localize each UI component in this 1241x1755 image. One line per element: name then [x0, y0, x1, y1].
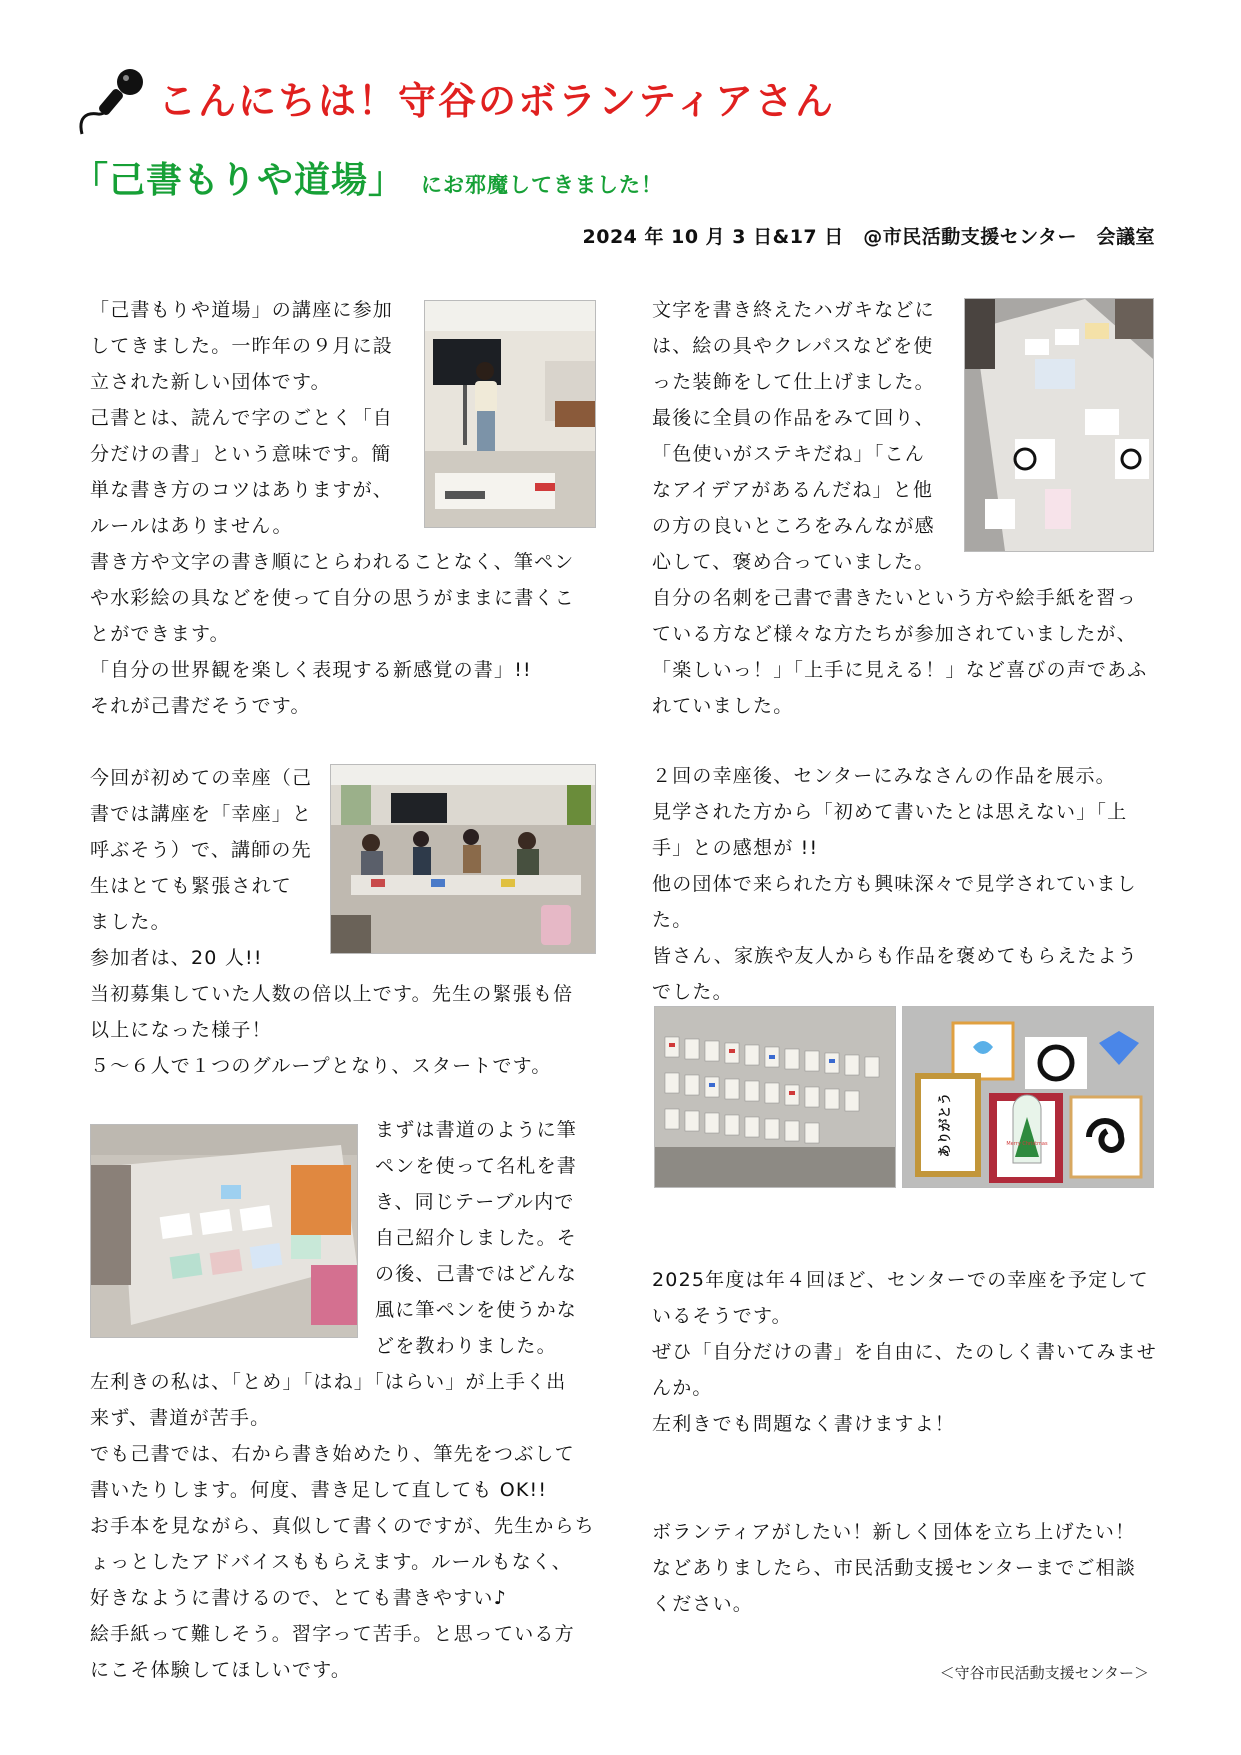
text-line: 皆さん、家族や友人からも作品を褒めてもらえたよう — [652, 945, 1138, 967]
text-line: ょっとしたアドバイスももらえます。ルールもなく、 — [90, 1551, 572, 1573]
text-line: 書いたりします。何度、書き足して直しても OK!! — [90, 1479, 548, 1501]
text-line: んか。 — [652, 1377, 713, 1399]
text-line: 「自分の世界観を楽しく表現する新感覚の書」!! — [90, 659, 532, 681]
text-line: れていました。 — [652, 695, 794, 717]
subtitle-main: 「己書もりや道場」 — [72, 160, 406, 201]
text-line: 書き方や文字の書き順にとらわれることなく、筆ペン — [90, 551, 575, 573]
text-line: とができます。 — [90, 623, 230, 645]
text-line: 「楽しいっ！」「上手に見える！」など喜びの声であふ — [652, 659, 1148, 681]
text-line: 見学された方から「初めて書いたとは思えない」「上 — [652, 801, 1128, 823]
subtitle — [72, 152, 663, 203]
text-line: や水彩絵の具などを使って自分の思うがままに書くこ — [90, 587, 575, 609]
text-line: 呼ぶそう）で、講師の先 — [90, 839, 312, 861]
text-line: でした。 — [652, 981, 733, 1003]
text-line: 好きなように書けるので、とても書きやすい♪ — [90, 1587, 507, 1609]
text-line: ください。 — [652, 1593, 754, 1615]
text-line: 絵手紙って難しそう。習字って苦手。と思っている方 — [90, 1623, 575, 1645]
text-line: なアイデアがあるんだね」と他 — [652, 479, 934, 501]
text-line: 文字を書き終えたハガキなどに — [652, 299, 935, 321]
text-line: の後、己書ではどんな — [375, 1263, 578, 1285]
text-line: き、同じテーブル内で — [375, 1191, 575, 1213]
page-title: こんにちは！守谷のボランティアさん — [158, 79, 835, 123]
right-block-3 — [652, 1262, 1172, 1442]
text-line: 立された新しい団体です。 — [90, 371, 331, 393]
text-line: 心して、褒め合っていました。 — [652, 551, 935, 573]
text-line: いるそうです。 — [652, 1305, 792, 1327]
text-line: 分だけの書」という意味です。簡 — [90, 443, 392, 465]
text-line: は、絵の具やクレパスなどを使 — [652, 335, 934, 357]
footer-credit: ＜守谷市民活動支援センター＞ — [939, 1664, 1149, 1682]
text-line: 自分の名刺を己書で書きたいという方や絵手紙を習っ — [652, 587, 1137, 609]
photo-table-cards — [90, 1124, 358, 1338]
text-line: 来ず、書道が苦手。 — [90, 1407, 271, 1429]
text-line: 自己紹介しました。そ — [375, 1227, 578, 1249]
photo-artwork-closeup — [902, 1006, 1154, 1188]
text-line: 「色使いがステキだね」「こん — [652, 443, 925, 465]
artwork-text-arigatou: ありがとう — [938, 1092, 953, 1158]
text-line: などありましたら、市民活動支援センターまでご相談 — [652, 1557, 1137, 1579]
text-line: 風に筆ペンを使うかな — [375, 1299, 578, 1321]
right-block-2 — [652, 758, 1172, 1010]
text-line: でも己書では、右から書き始めたり、筆先をつぶして — [90, 1443, 575, 1465]
text-line: 「己書もりや道場」の講座に参加 — [90, 299, 394, 321]
text-line: 他の団体で来られた方も興味深々で見学されていまし — [652, 873, 1137, 895]
left-block-3 — [375, 1112, 615, 1364]
text-line: 左利きでも問題なく書けますよ！ — [652, 1413, 956, 1435]
text-line: ました。 — [90, 911, 171, 933]
text-line: にこそ体験してほしいです。 — [90, 1659, 352, 1681]
text-line: まずは書道のように筆 — [375, 1119, 578, 1141]
text-line: 書では講座を「幸座」と — [90, 803, 313, 825]
text-line: ている方など様々な方たちが参加されていましたが、 — [652, 623, 1137, 645]
text-line: それが己書だそうです。 — [90, 695, 311, 717]
text-line: してきました。一昨年の９月に設 — [90, 335, 394, 357]
text-line: 以上になった様子！ — [90, 1019, 272, 1041]
text-line: 今回が初めての幸座（己 — [90, 767, 313, 789]
text-line: ２回の幸座後、センターにみなさんの作品を展示。 — [652, 765, 1116, 787]
text-line: た。 — [652, 909, 693, 931]
text-line: ルールはありません。 — [90, 515, 293, 537]
text-line: 当初募集していた人数の倍以上です。先生の緊張も倍 — [90, 983, 574, 1005]
text-line: どを教わりました。 — [375, 1335, 557, 1357]
photo-exhibition-wall — [654, 1006, 896, 1188]
left-block-4 — [90, 1364, 620, 1688]
date-venue: 2024 年 10 月 3 日&17 日 @市民活動支援センター 会議室 — [582, 226, 1155, 248]
artwork-text-christmas: Merry Christmas — [1006, 1141, 1048, 1147]
text-line: ぜひ「自分だけの書」を自由に、たのしく書いてみませ — [652, 1341, 1158, 1363]
right-block-1 — [652, 292, 1172, 724]
text-line: 単な書き方のコツはありますが、 — [90, 479, 394, 501]
text-line: 己書とは、読んで字のごとく「自 — [90, 407, 394, 429]
microphone-icon — [72, 68, 150, 138]
subtitle-rest: にお邪魔してきました！ — [421, 173, 664, 197]
text-line: 2025年度は年４回ほど、センターでの幸座を予定して — [652, 1269, 1149, 1291]
text-line: 生はとても緊張されて — [90, 875, 293, 897]
text-line: った装飾をして仕上げました。 — [652, 371, 935, 393]
text-line: ペンを使って名札を書 — [375, 1155, 578, 1177]
text-line: 参加者は、20 人!! — [90, 947, 263, 969]
text-line: 最後に全員の作品をみて回り、 — [652, 407, 935, 429]
text-line: お手本を見ながら、真似して書くのですが、先生からち — [90, 1515, 596, 1537]
photo-classroom — [330, 764, 596, 954]
text-line: 左利きの私は、「とめ」「はね」「はらい」が上手く出 — [90, 1371, 567, 1393]
text-line: の方の良いところをみんなが感 — [652, 515, 935, 537]
text-line: ５～６人で１つのグループとなり、スタートです。 — [90, 1055, 552, 1077]
text-line: ボランティアがしたい！新しく団体を立ち上げたい！ — [652, 1521, 1136, 1543]
right-block-4 — [652, 1514, 1172, 1622]
photo-instructor — [424, 300, 596, 528]
text-line: 手」との感想が !! — [652, 837, 819, 859]
